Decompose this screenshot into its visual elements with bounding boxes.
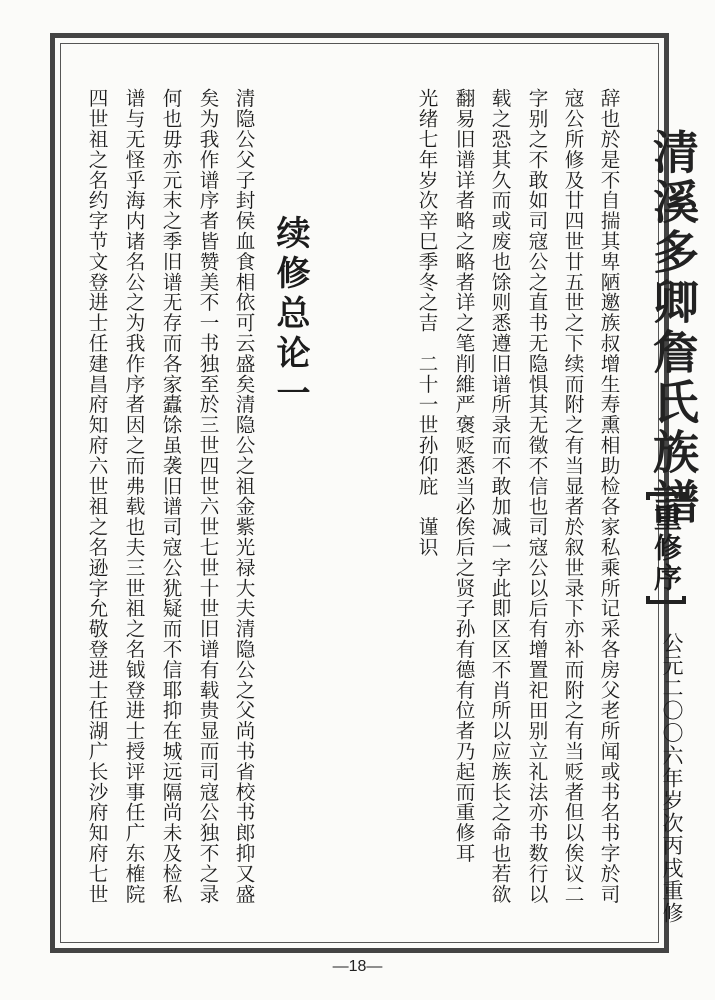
section-subtitle: 重修序: [650, 503, 683, 593]
preface-column: 辞也於是不自揣其卑陋邀族叔增生寿熏相助检各家私乘所记采各房父老所闻或书名书字於司: [597, 88, 620, 904]
section-column: 何也毋亦元末之季旧谱无存而各家蠹馀虽袭旧谱司寇公犹疑而不信耶抑在城远隔尚未及检私: [159, 88, 182, 904]
page-number: —18—: [332, 958, 383, 975]
subtitle-bracket: [640, 492, 692, 604]
section-column: 矣为我作谱序者皆赞美不一书独至於三世四世六世七世十世旧谱有载贵显而司寇公独不之录: [196, 88, 219, 904]
preface-column: 寇公所修及廿四世廿五世之下续而附之有当显者於叙世录下亦补而附之有当贬者但以俟议二: [561, 88, 584, 904]
genealogy-title: 清溪多卿詹氏族譜: [646, 128, 700, 528]
section-column: 清隐公父子封侯血食相依可云盛矣清隐公之祖金紫光禄大夫清隐公之父尚书省校书郎抑又盛: [232, 88, 255, 904]
bracket-bottom: [646, 596, 686, 604]
section-heading: 续修总论一: [270, 215, 310, 415]
section-column: 四世祖之名约字节文登进士任建昌府知府六世祖之名逊字允敬登进士任湖广长沙府知府七世: [85, 88, 108, 904]
bracket-top: [646, 492, 686, 500]
preface-signature: 光绪七年岁次辛巳季冬之吉 二十一世孙仰庇 谨识: [415, 88, 438, 558]
revision-date: 公元二〇〇六年岁次丙戌重修: [660, 632, 684, 925]
preface-column: 翻易旧谱详者略之略者详之笔削維严褒贬悉当必俟后之贤子孙有德有位者乃起而重修耳: [452, 88, 475, 864]
preface-column: 字别之不敢如司寇公之直书无隐惧其无徵不信也司寇公以后有增置祀田别立礼法亦书数行以: [525, 88, 548, 904]
section-column: 谱与无怪乎海内诸名公之为我作序者因之而弗载也夫三世祖之名钺登进士授评事任广东榷院: [122, 88, 145, 904]
preface-column: 载之恐其久而或废也馀则悉遵旧谱所录而不敢加减一字此即区区不肖所以应族长之命也若欲: [488, 88, 511, 904]
